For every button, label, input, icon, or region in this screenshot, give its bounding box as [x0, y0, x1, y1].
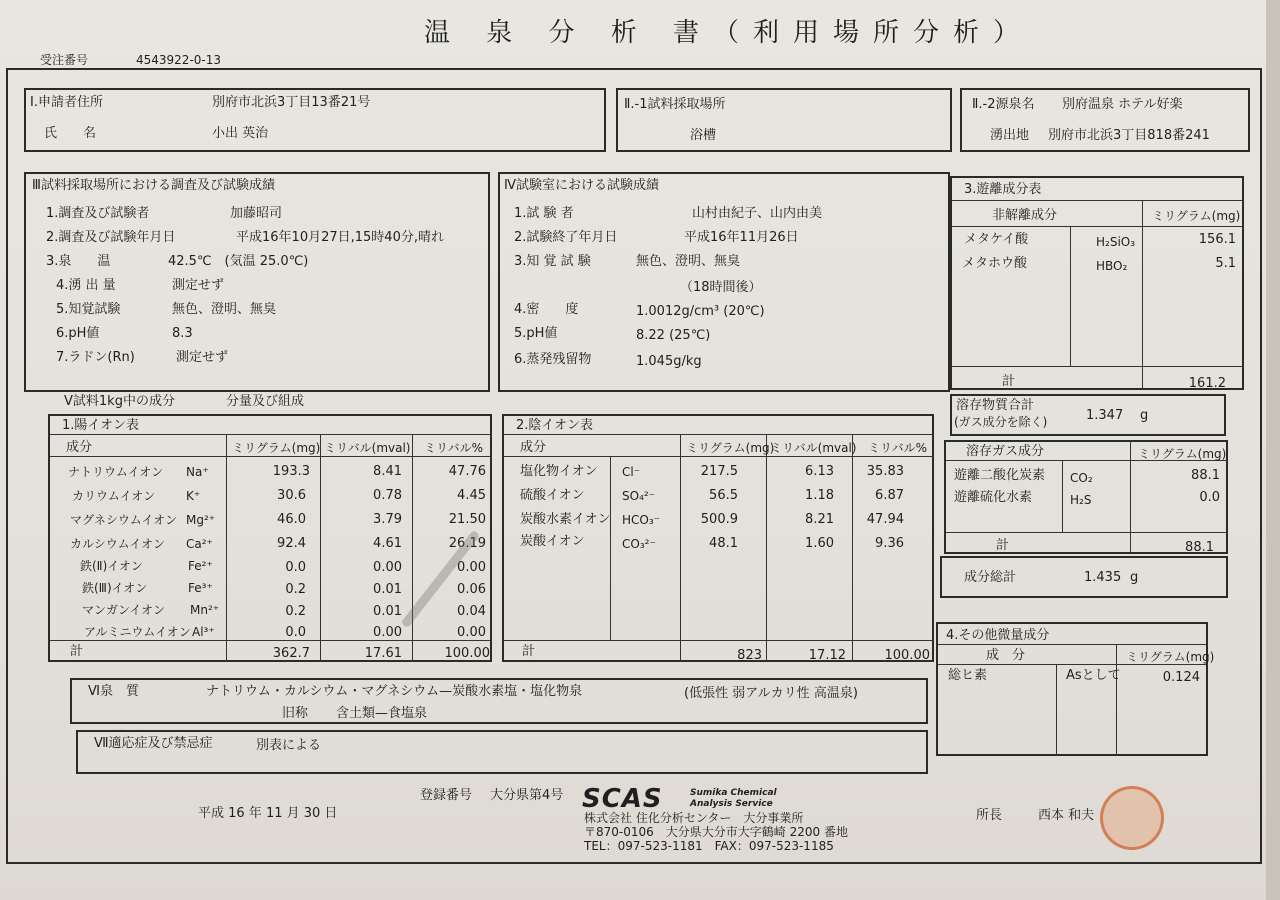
trace-rule	[936, 644, 1208, 645]
anion-rule	[502, 456, 934, 457]
cation-name: マンガンイオン	[82, 603, 166, 617]
anion-pct: 35.83	[866, 464, 904, 479]
cation-name: カリウムイオン	[72, 489, 156, 503]
anion-mg: 217.5	[700, 464, 738, 479]
cation-formula: K⁺	[186, 489, 201, 503]
registration-label: 登録番号	[420, 788, 473, 803]
gas-mg: 0.0	[1199, 490, 1220, 505]
dissolved-label-note: (ガス成分を除く)	[954, 415, 1048, 429]
cation-total-label: 計	[70, 644, 84, 659]
cation-col-line	[226, 434, 227, 662]
cation-mval: 0.78	[373, 488, 402, 503]
cation-formula: Mg²⁺	[186, 513, 216, 527]
gas-rule	[944, 532, 1228, 533]
cation-mg: 193.3	[272, 464, 310, 479]
cation-mval: 3.79	[373, 512, 402, 527]
gas-col-line	[1130, 440, 1131, 554]
applicant-address: 別府市北浜3丁目13番21号	[212, 95, 371, 110]
anion-col-line	[610, 456, 611, 640]
cation-col-line	[320, 434, 321, 662]
field-row-label: 6.pH値	[56, 326, 100, 341]
cation-col-mval: ミリバル(mval)	[324, 441, 411, 455]
nonionized-mg: 5.1	[1215, 256, 1236, 271]
cation-pct: 4.45	[457, 488, 486, 503]
cation-pct: 47.76	[448, 464, 486, 479]
cation-mg: 0.0	[285, 560, 306, 575]
director-label: 所長	[976, 808, 1003, 823]
nonionized-total-label: 計	[1002, 374, 1016, 389]
cation-name: 鉄(Ⅱ)イオン	[80, 559, 143, 573]
anion-name: 炭酸水素イオン	[520, 512, 611, 527]
director-name: 西本 和夫	[1038, 808, 1095, 823]
dissolved-unit: g	[1140, 408, 1149, 423]
company-name: 株式会社 住化分析センター 大分事業所	[584, 811, 804, 825]
company-seal	[1100, 786, 1164, 850]
lab-row-label: 2.試験終了年月日	[514, 230, 618, 245]
cation-mval: 8.41	[373, 464, 402, 479]
field-row-value: 測定せず	[172, 278, 225, 293]
indication-label: Ⅶ適応症及び禁忌症	[94, 736, 213, 751]
cation-pct: 0.06	[457, 582, 486, 597]
gas-total: 88.1	[1185, 540, 1214, 555]
dissolved-value: 1.347	[1086, 408, 1124, 423]
source-header: Ⅱ.-2源泉名	[972, 97, 1035, 112]
cation-mval: 0.01	[373, 604, 402, 619]
cation-total-mval: 17.61	[364, 646, 402, 661]
lab-row-label: 5.pH値	[514, 326, 558, 341]
indication-value: 別表による	[256, 738, 322, 753]
outlet-value: 別府市北浜3丁目818番241	[1048, 128, 1210, 143]
quality-note: (低張性 弱アルカリ性 高温泉)	[684, 686, 858, 701]
gas-formula: CO₂	[1070, 471, 1093, 485]
applicant-header: Ⅰ.申請者住所	[30, 95, 103, 110]
cation-name: マグネシウムイオン	[70, 513, 178, 527]
issue-date: 平成 16 年 11 月 30 日	[198, 806, 338, 821]
gas-mg: 88.1	[1191, 468, 1220, 483]
cation-mg: 0.2	[285, 604, 306, 619]
field-row-value: 無色、澄明、無臭	[172, 302, 277, 317]
nonionized-name: メタケイ酸	[964, 232, 1029, 247]
components-sub: 分量及び組成	[226, 394, 305, 409]
company-address: 〒870-0106 大分県大分市大字鶴崎 2200 番地	[584, 825, 848, 839]
field-row-value: 平成16年10月27日,15時40分,晴れ	[236, 230, 444, 245]
cation-formula: Fe²⁺	[188, 559, 213, 573]
nonionized-col-line	[1142, 200, 1143, 390]
cation-pct: 0.04	[457, 604, 486, 619]
trace-mg: 0.124	[1162, 670, 1200, 685]
cation-rule	[48, 434, 492, 435]
cation-pct: 21.50	[448, 512, 486, 527]
cation-formula: Fe³⁺	[188, 581, 213, 595]
gas-name: 遊離二酸化炭素	[954, 468, 1046, 483]
anion-name: 炭酸イオン	[520, 534, 585, 549]
document-title: 温 泉 分 析 書（利用場所分析）	[424, 18, 1034, 48]
anion-name: 塩化物イオン	[520, 464, 598, 479]
anion-formula: CO₃²⁻	[622, 537, 656, 551]
anion-col-name: 成分	[520, 440, 547, 455]
anion-mg: 48.1	[709, 536, 738, 551]
cation-formula: Ca²⁺	[186, 537, 213, 551]
nonionized-formula: HBO₂	[1096, 259, 1128, 273]
company-tel: TEL：097-523-1181 FAX：097-523-1185	[584, 839, 834, 853]
anion-mval: 1.60	[805, 536, 834, 551]
field-test-header: Ⅲ試料採取場所における調査及び試験成績	[32, 178, 275, 193]
cation-rule	[48, 456, 492, 457]
anion-total-mval: 17.12	[808, 648, 846, 663]
nonionized-rule	[950, 226, 1244, 227]
quality-label: Ⅵ泉 質	[88, 684, 139, 699]
trace-col-line	[1116, 644, 1117, 756]
field-row-value: 加藤昭司	[230, 206, 283, 221]
nonionized-formula: H₂SiO₃	[1096, 235, 1136, 249]
cation-mg: 0.2	[285, 582, 306, 597]
cation-col-line	[412, 434, 413, 662]
grand-total-value: 1.435	[1084, 570, 1122, 585]
anion-total-label: 計	[522, 644, 536, 659]
field-row-label: 7.ラドン(Rn)	[56, 350, 135, 365]
anion-formula: Cl⁻	[622, 465, 641, 479]
order-number: 4543922-0-13	[136, 53, 222, 67]
lab-row-label: 4.密 度	[514, 302, 579, 317]
nonionized-mg: 156.1	[1198, 232, 1236, 247]
cation-pct: 26.19	[448, 536, 486, 551]
gas-name: 遊離硫化水素	[954, 490, 1033, 505]
lab-row-value: 1.045g/kg	[636, 354, 702, 369]
cation-mval: 0.00	[373, 560, 402, 575]
gas-header: 溶存ガス成分	[966, 444, 1045, 459]
lab-row-label: 1.試 験 者	[514, 206, 574, 221]
anion-name: 硫酸イオン	[520, 488, 585, 503]
field-row-value: 42.5℃ (気温 25.0℃)	[168, 254, 309, 269]
grand-total-unit: g	[1130, 570, 1139, 585]
gas-total-label: 計	[996, 538, 1010, 553]
nonionized-rule	[950, 200, 1244, 201]
anion-mg: 56.5	[709, 488, 738, 503]
anion-mval: 8.21	[805, 512, 834, 527]
trace-header: 4.その他微量成分	[946, 628, 1050, 643]
anion-header: 2.陰イオン表	[516, 418, 594, 433]
trace-col-line	[1056, 664, 1057, 756]
nonionized-total: 161.2	[1188, 376, 1226, 391]
anion-col-pct: ミリバル%	[868, 441, 928, 455]
cation-formula: Al³⁺	[192, 625, 215, 639]
lab-row-value: 8.22 (25℃)	[636, 328, 711, 343]
lab-row-value: 無色、澄明、無臭	[636, 254, 741, 269]
cation-col-name: 成分	[66, 440, 93, 455]
cation-mg: 92.4	[277, 536, 306, 551]
cation-col-pct: ミリバル%	[424, 441, 484, 455]
trace-col-mg: ミリグラム(mg)	[1126, 650, 1215, 664]
anion-mval: 1.18	[805, 488, 834, 503]
quality-old-label: 旧称	[282, 706, 309, 721]
cation-mval: 0.00	[373, 625, 402, 640]
cation-name: 鉄(Ⅲ)イオン	[82, 581, 148, 595]
trace-col-name: 成 分	[986, 648, 1026, 663]
source-name: 別府温泉 ホテル好楽	[1062, 97, 1183, 112]
cation-total-mg: 362.7	[272, 646, 310, 661]
dissolved-label: 溶存物質合計	[956, 398, 1035, 413]
cation-col-mg: ミリグラム(mg)	[232, 441, 321, 455]
sample-place-value: 浴槽	[690, 128, 717, 143]
field-row-label: 5.知覚試験	[56, 302, 121, 317]
cation-pct: 0.00	[457, 560, 486, 575]
anion-mval: 6.13	[805, 464, 834, 479]
nonionized-col-line	[1070, 226, 1071, 366]
field-row-label: 4.湧 出 量	[56, 278, 116, 293]
nonionized-name: メタホウ酸	[962, 256, 1028, 271]
anion-formula: SO₄²⁻	[622, 489, 656, 503]
cation-name: カルシウムイオン	[70, 537, 165, 551]
anion-formula: HCO₃⁻	[622, 513, 660, 527]
cation-mg: 30.6	[277, 488, 306, 503]
gas-formula: H₂S	[1070, 493, 1092, 507]
anion-col-mg: ミリグラム(mg)	[686, 441, 775, 455]
cation-total-pct: 100.00	[444, 646, 490, 661]
logo-subtitle: Analysis Service	[690, 799, 773, 809]
scas-logo: SCAS	[582, 784, 663, 814]
sample-place-header: Ⅱ.-1試料採取場所	[624, 97, 726, 112]
cation-name: アルミニウムイオン	[84, 625, 191, 639]
cation-mval: 4.61	[373, 536, 402, 551]
cation-mg: 0.0	[285, 625, 306, 640]
anion-pct: 6.87	[875, 488, 904, 503]
field-row-label: 2.調査及び試験年月日	[46, 230, 176, 245]
nonionized-sub: 非解離成分	[992, 208, 1058, 223]
order-number-label: 受注番号	[40, 53, 89, 67]
field-row-value: 測定せず	[176, 350, 229, 365]
background-edge	[1266, 0, 1280, 900]
anion-rule	[502, 640, 934, 641]
quality-old-value: 含土類—食塩泉	[336, 706, 428, 721]
nonionized-unit: ミリグラム(mg)	[1152, 209, 1241, 223]
cation-formula: Mn²⁺	[190, 603, 220, 617]
nonionized-rule	[950, 366, 1244, 367]
lab-row-value: 平成16年11月26日	[684, 230, 799, 245]
anion-total-mg: 823	[737, 648, 762, 663]
gas-col-line	[1062, 460, 1063, 532]
field-row-label: 1.調査及び試験者	[46, 206, 150, 221]
registration-value: 大分県第4号	[490, 788, 564, 803]
logo-subtitle: Sumika Chemical	[690, 788, 777, 798]
lab-row-label: 6.蒸発残留物	[514, 352, 592, 367]
grand-total-label: 成分総計	[964, 570, 1017, 585]
anion-total-pct: 100.00	[884, 648, 930, 663]
lab-row-value: 山村由紀子、山内由美	[692, 206, 823, 221]
cation-pct: 0.00	[457, 625, 486, 640]
nonionized-header: 3.遊離成分表	[964, 182, 1042, 197]
cation-formula: Na⁺	[186, 465, 209, 479]
applicant-name-label: 氏 名	[44, 126, 97, 141]
field-row-label: 3.泉 温	[46, 254, 111, 269]
cation-mval: 0.01	[373, 582, 402, 597]
cation-name: ナトリウムイオン	[68, 465, 164, 479]
cation-mg: 46.0	[277, 512, 306, 527]
anion-mg: 500.9	[700, 512, 738, 527]
components-header: Ⅴ試料1kg中の成分	[64, 394, 175, 409]
lab-row-value: 1.0012g/cm³ (20℃)	[636, 304, 765, 319]
field-row-value: 8.3	[172, 326, 193, 341]
outlet-label: 湧出地	[990, 128, 1030, 143]
applicant-name: 小出 英治	[212, 126, 269, 141]
gas-unit: ミリグラム(mg)	[1138, 447, 1227, 461]
anion-pct: 47.94	[866, 512, 904, 527]
trace-as: Asとして	[1066, 668, 1121, 683]
trace-name: 総ヒ素	[948, 668, 988, 683]
anion-pct: 9.36	[875, 536, 904, 551]
lab-test-header: Ⅳ試験室における試験成績	[504, 178, 659, 193]
lab-row-label: 3.知 覚 試 験	[514, 254, 591, 269]
quality-value: ナトリウム・カルシウム・マグネシウム—炭酸水素塩・塩化物泉	[206, 684, 583, 699]
lab-row-value: （18時間後）	[680, 280, 762, 295]
cation-header: 1.陽イオン表	[62, 418, 140, 433]
anion-col-mval: ミリバル(mval)	[770, 441, 857, 455]
anion-rule	[502, 434, 934, 435]
